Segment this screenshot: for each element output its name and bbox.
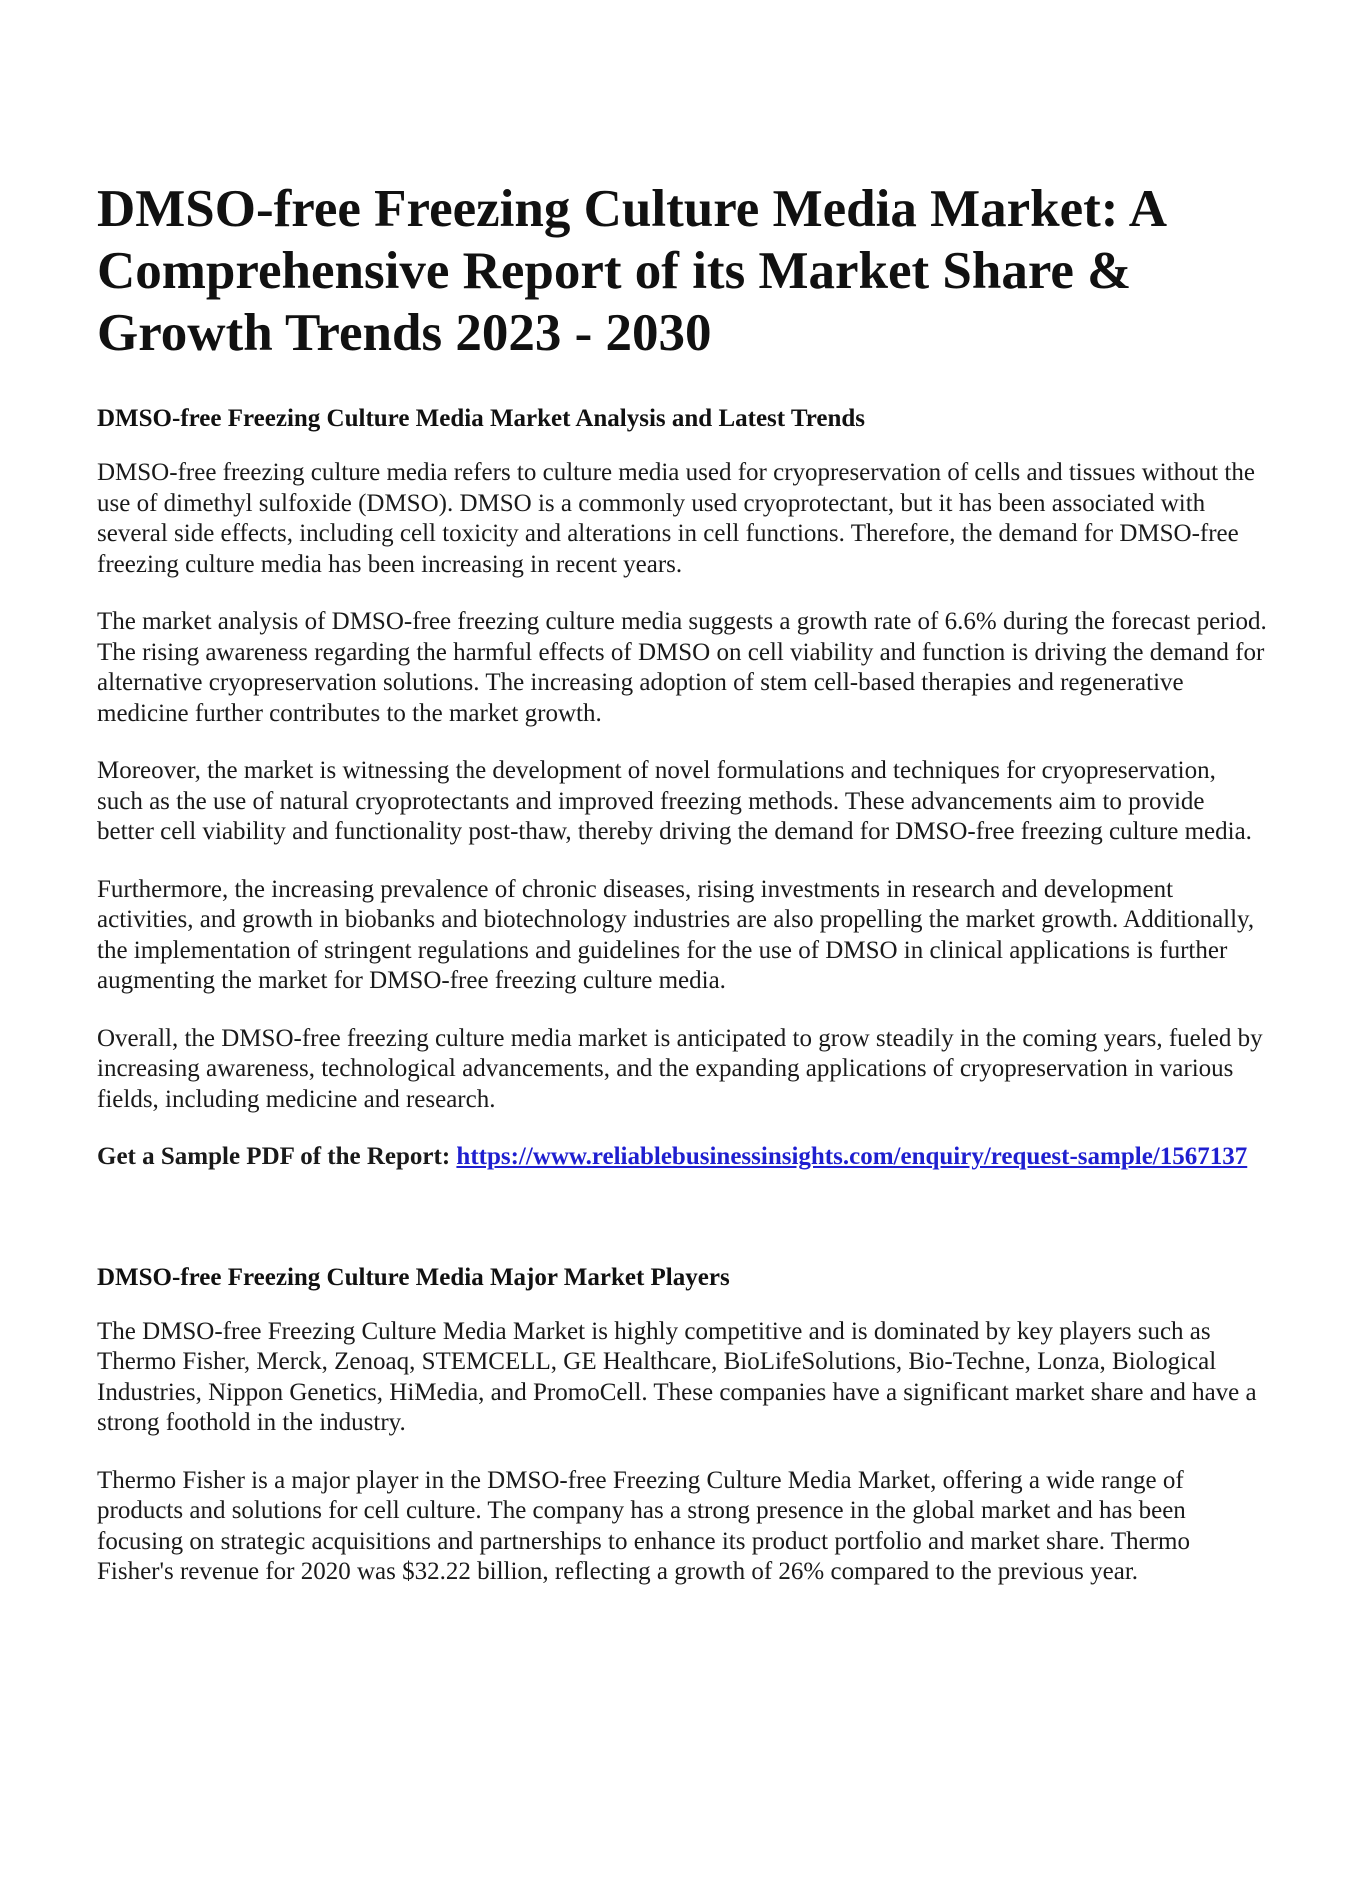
sample-request-line bbox=[97, 1142, 1267, 1173]
section-heading-analysis: DMSO-free Freezing Culture Media Market Analysis and Latest Trends bbox=[97, 405, 866, 432]
paragraph: Moreover, the market is witnessing the development of novel formulations and techniques for cryopreservation, such as the use of natural cryoprotectants and improved freezing methods. These advancements aim to provide better cell viability and functionality post-thaw, thereby driving the demand for DMSO-free freezing culture media. bbox=[97, 757, 1252, 845]
paragraph: Overall, the DMSO-free freezing culture media market is anticipated to grow steadily in the coming years, fueled by increasing awareness, technological advancements, and the expanding applications of cryopreservation in various fields, including medicine and research. bbox=[97, 1024, 1263, 1113]
players-section bbox=[97, 1263, 1267, 1588]
paragraph: The DMSO-free Freezing Culture Media Market is highly competitive and is dominated by key players such as Thermo Fisher, Merck, Zenoaq, STEMCELL, GE Healthcare, BioLifeSolutions, Bio-Techne, Lonza, Biological Industries, Nippon Genetics, HiMedia, and PromoCell. These companies have a significant market share and have a strong foothold in the industry. bbox=[97, 1317, 1257, 1436]
sample-report-link[interactable]: https://www.reliablebusinessinsights.com/enquiry/request-sample/1567137 bbox=[456, 1143, 1248, 1170]
paragraph: Thermo Fisher is a major player in the DMSO-free Freezing Culture Media Market, offering a wide range of products and solutions for cell culture. The company has a strong presence in the global market and has been focusing on strategic acquisitions and partnerships to enhance its product portfolio and market share. Thermo Fisher's revenue for 2020 was $32.22 billion, reflecting a growth of 26% compared to the previous year. bbox=[97, 1466, 1190, 1585]
page-title: DMSO-free Freezing Culture Media Market: A Comprehensive Report of its Market Share & Growth Trends 2023 - 2030 bbox=[97, 180, 1165, 362]
section-heading-players: DMSO-free Freezing Culture Media Major Market Players bbox=[97, 1263, 730, 1291]
paragraph: DMSO-free freezing culture media refers to culture media used for cryopreservation of cells and tissues without the use of dimethyl sulfoxide (DMSO). DMSO is a commonly used cryoprotectant, but it has been associated with several side effects, including cell toxicity and alterations in cell functions. Therefore, the demand for DMSO-free freezing culture media has been increasing in recent years. bbox=[97, 459, 1255, 578]
sample-label: Get a Sample PDF of the Report: bbox=[97, 1143, 457, 1170]
document-page bbox=[97, 178, 1267, 1588]
paragraph: The market analysis of DMSO-free freezing culture media suggests a growth rate of 6.6% during the forecast period. The rising awareness regarding the harmful effects of DMSO on cell viability and function is driving the demand for alternative cryopreservation solutions. The increasing adoption of stem cell-based therapies and regenerative medicine further contributes to the market growth. bbox=[97, 608, 1267, 727]
paragraph: Furthermore, the increasing prevalence of chronic diseases, rising investments in research and development activities, and growth in biobanks and biotechnology industries are also propelling the market growth. Additionally, the implementation of stringent regulations and guidelines for the use of DMSO in clinical applications is further augmenting the market for DMSO-free freezing culture media. bbox=[97, 875, 1255, 994]
